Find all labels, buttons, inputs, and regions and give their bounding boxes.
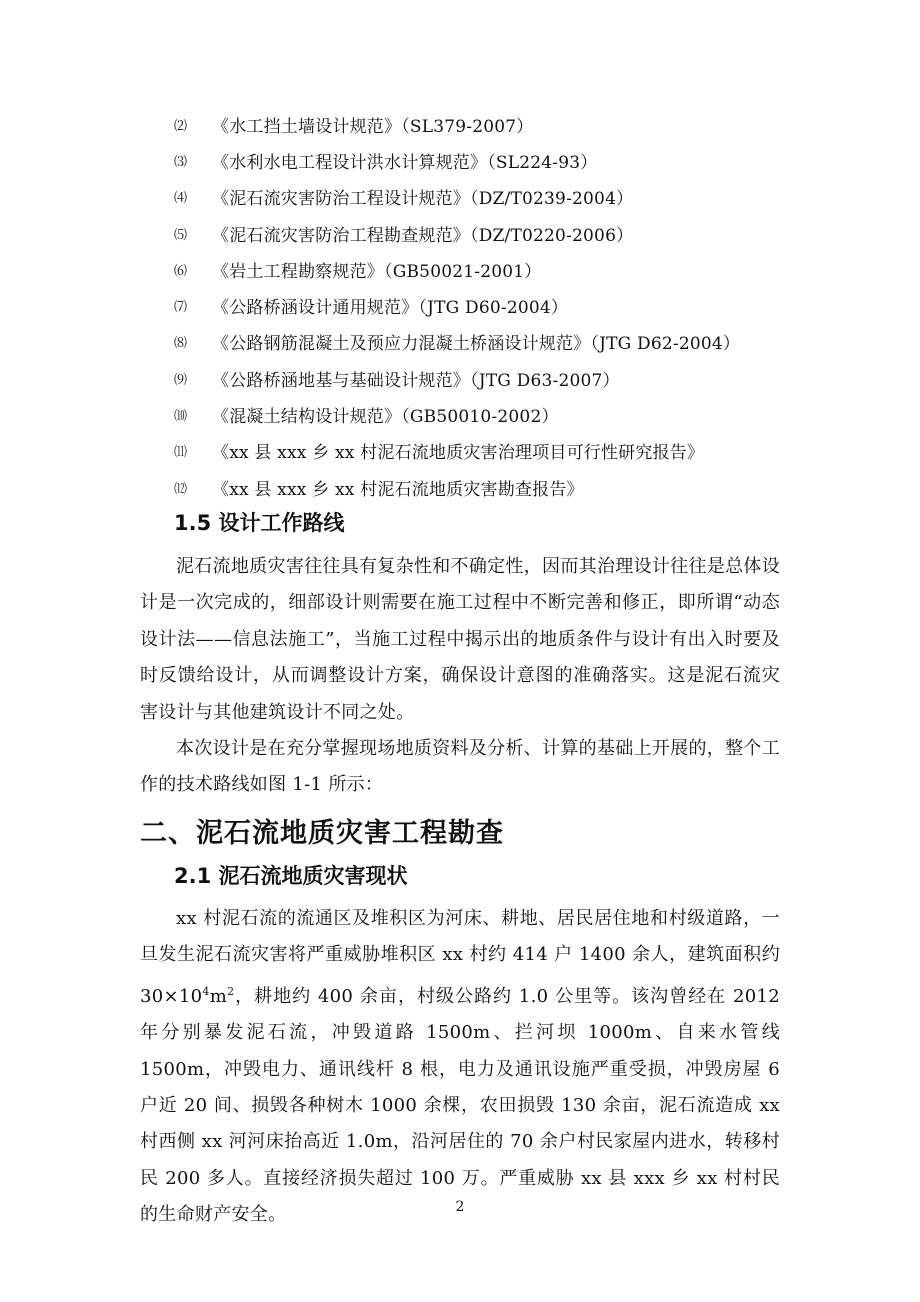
reference-item: [174, 251, 874, 287]
reference-number: ⑸: [174, 227, 188, 243]
text-run: m: [209, 985, 228, 1007]
reference-number: ⑻: [174, 336, 188, 352]
reference-number: ⑾: [174, 445, 188, 461]
reference-text: 《泥石流灾害防治工程勘查规范》（DZ/T0220-2006）: [212, 225, 634, 246]
reference-text: 《水工挡土墙设计规范》（SL379-2007）: [212, 116, 534, 137]
reference-text: 《泥石流灾害防治工程设计规范》（DZ/T0239-2004）: [212, 189, 634, 210]
reference-text: 《xx 县 xxx 乡 xx 村泥石流地质灾害治理项目可行性研究报告》: [212, 443, 705, 464]
text-run: ，耕地约 400 余亩，村级公路约 1.0 公里等。该沟曾经在 2012 年分别暴发泥石流，冲毁道路 1500m、拦河坝 1000m、自来水管线 1500m，冲毁电力、通讯线杆 8 根，电力及通讯设施严重受损，冲毁房屋 6 户近 20 间、损毁各种树木 1000 余棵，农田损毁 130 余亩，泥石流造成 xx 村西侧 xx 河河床抬高近 1.0m，沿河居住的 70 余户村民家屋内进水，转移村民 200 多人。直接经济损失超过 100 万。严重威胁 xx 县 xxx 乡 xx 村村民的生命财产安全。: [140, 985, 780, 1226]
reference-item: [174, 287, 874, 323]
text-run: xx 村泥石流的流通区及堆积区为河床、耕地、居民居住地和村级道路，一旦发生泥石流灾害将严重威胁堆积区 xx 村约 414 户 1400 余人，建筑面积约 30×10: [140, 908, 780, 1007]
reference-item: [174, 215, 874, 251]
chapter-heading-2: 二、泥石流地质灾害工程勘查: [140, 818, 504, 849]
section-heading-2-1: 2.1 泥石流地质灾害现状: [174, 864, 408, 888]
reference-item: [174, 396, 874, 432]
reference-item: [174, 142, 874, 178]
page-number: 2: [455, 1199, 465, 1215]
reference-number: ⑵: [174, 118, 188, 134]
reference-item: [174, 360, 874, 396]
reference-number: ⑷: [174, 191, 188, 207]
reference-text: 《岩土工程勘察规范》（GB50021-2001）: [212, 261, 542, 282]
reference-item: [174, 433, 874, 469]
paragraph-technical-route: 本次设计是在充分掌握现场地质资料及分析、计算的基础上开展的，整个工作的技术路线如图 1-1 所示：: [140, 738, 780, 796]
reference-number: ⑽: [174, 409, 188, 425]
paragraph-disaster-status: [140, 901, 780, 1234]
paragraph-design-approach: 泥石流地质灾害往往具有复杂性和不确定性，因而其治理设计往往是总体设计是一次完成的，细部设计则需要在施工过程中不断完善和修正，即所谓“动态设计法——信息法施工”，当施工过程中揭示出的地质条件与设计有出入时要及时反馈给设计，从而调整设计方案，确保设计意图的准确落实。这是泥石流灾害设计与其他建筑设计不同之处。: [140, 556, 780, 723]
reference-text: 《xx 县 xxx 乡 xx 村泥石流地质灾害勘查报告》: [212, 479, 584, 500]
section-heading-1-5: 1.5 设计工作路线: [174, 511, 345, 535]
reference-list: [174, 106, 874, 505]
reference-number: ⑿: [174, 481, 188, 497]
superscript: 4: [202, 984, 210, 998]
reference-text: 《混凝土结构设计规范》（GB50010-2002）: [212, 407, 559, 428]
reference-number: ⑼: [174, 372, 188, 388]
superscript: 2: [227, 984, 235, 998]
reference-number: ⑹: [174, 263, 188, 279]
reference-number: ⑶: [174, 154, 188, 170]
reference-text: 《水利水电工程设计洪水计算规范》（SL224-93）: [212, 152, 598, 173]
reference-item: [174, 324, 874, 360]
reference-item: [174, 469, 874, 505]
reference-text: 《公路桥涵地基与基础设计规范》（JTG D63-2007）: [212, 370, 620, 391]
reference-item: [174, 179, 874, 215]
reference-number: ⑺: [174, 300, 188, 316]
reference-text: 《公路桥涵设计通用规范》（JTG D60-2004）: [212, 298, 569, 319]
reference-item: [174, 106, 874, 142]
reference-text: 《公路钢筋混凝土及预应力混凝土桥涵设计规范》（JTG D62-2004）: [212, 334, 741, 355]
